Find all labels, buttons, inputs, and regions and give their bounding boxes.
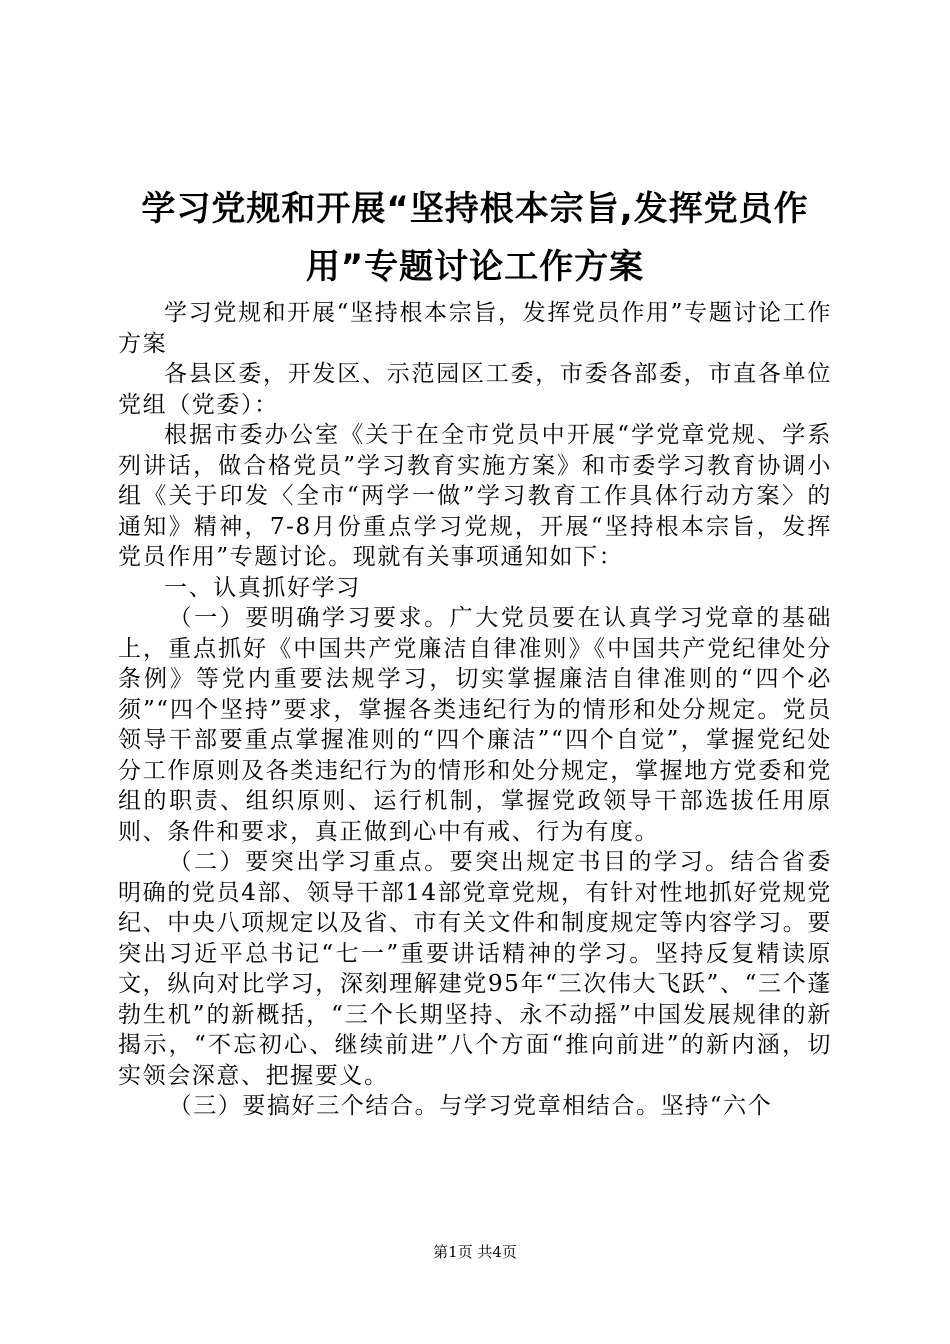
- paragraph-subtitle: 学习党规和开展“坚持根本宗旨，发挥党员作用”专题讨论工作方案: [118, 300, 832, 357]
- document-body: [118, 298, 832, 1122]
- document-title: 学习党规和开展“坚持根本宗旨,发挥党员作用”专题讨论工作方案: [141, 189, 809, 287]
- page-footer: 第1页 共4页: [433, 1243, 517, 1261]
- paragraph-intro: 根据市委办公室《关于在全市党员中开展“学党章党规、学系列讲话，做合格党员”学习教育实施方案》和市委学习教育协调小组《关于印发〈全市“两学一做”学习教育工作具体行动方案〉的通知》精神，7-8月份重点学习党规，开展“坚持根本宗旨，发挥党员作用”专题讨论。现就有关事项通知如下：: [118, 422, 832, 570]
- paragraph-recipients: 各县区委，开发区、示范园区工委，市委各部委，市直各单位党组（党委）：: [118, 361, 832, 418]
- paragraph-item-2: （二）要突出学习重点。要突出规定书目的学习。结合省委明确的党员4部、领导干部14部党章党规，有针对性地抓好党规党纪、中央八项规定以及省、市有关文件和制度规定等内容学习。要突出习近平总书记“七一”重要讲话精神的学习。坚持反复精读原文，纵向对比学习，深刻理解建党95年“三次伟大飞跃”、“三个蓬勃生机”的新概括，“三个长期坚持、永不动摇”中国发展规律的新揭示，“不忘初心、继续前进”八个方面“推向前进”的新内涵，切实领会深意、把握要义。: [118, 849, 832, 1089]
- paragraph-item-1: （一）要明确学习要求。广大党员要在认真学习党章的基础上，重点抓好《中国共产党廉洁自律准则》《中国共产党纪律处分条例》等党内重要法规学习，切实掌握廉洁自律准则的“四个必须”“四个坚持”要求，掌握各类违纪行为的情形和处分规定。党员领导干部要重点掌握准则的“四个廉洁”“四个自觉”，掌握党纪处分工作原则及各类违纪行为的情形和处分规定，掌握地方党委和党组的职责、组织原则、运行机制，掌握党政领导干部选拔任用原则、条件和要求，真正做到心中有戒、行为有度。: [118, 605, 832, 845]
- paragraph-item-3: （三）要搞好三个结合。与学习党章相结合。坚持“六个: [168, 1093, 773, 1119]
- section-heading-1: 一、认真抓好学习: [164, 574, 361, 601]
